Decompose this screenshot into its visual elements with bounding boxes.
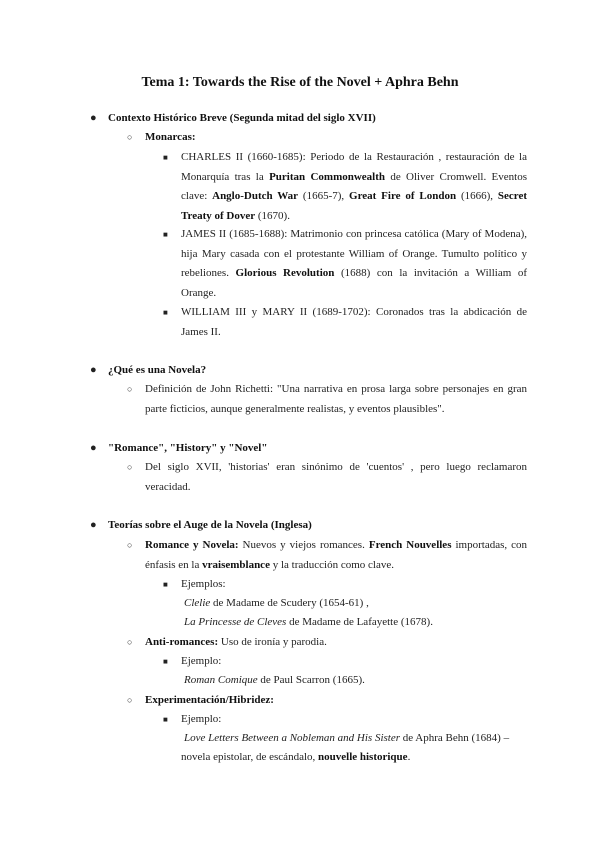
level3-bullet: ■: [163, 308, 168, 317]
experimentacion-item: Experimentación/Hibridez:: [145, 694, 274, 706]
ejemplo-label: Ejemplo:: [181, 655, 222, 667]
example-love-letters: Love Letters Between a Nobleman and His Sister de Aphra Behn (1684) –: [184, 732, 510, 744]
level2-bullet: ○: [127, 132, 133, 142]
definition-richetti: Definición de John Richetti: "Una narrativa en prosa larga sobre personajes en gran parte ficticios, aunque generalmente realistas, y eventos plausibles".: [145, 383, 527, 415]
list-item-charles: CHARLES II (1660-1685): Periodo de la Restauración , restauración de la Monarquía tras la Puritan Commonwealth de Oliver Cromwell. Eventos clave: Anglo-Dutch War (1665-7), Great Fire of London (1666), Secret Treaty of Dover (1670).: [181, 151, 528, 222]
romance-y-novela-item: Romance y Novela: Nuevos y viejos romances. French Nouvelles importadas, con énfasis en la vraisemblance y la traducción como clave.: [145, 539, 527, 571]
level1-bullet: ●: [90, 364, 97, 376]
page-title: Tema 1: Towards the Rise of the Novel + Aphra Behn: [141, 75, 459, 90]
ejemplo-label-2: Ejemplo:: [181, 713, 222, 725]
level2-bullet: ○: [127, 462, 133, 472]
level3-bullet: ■: [163, 657, 168, 666]
level2-bullet: ○: [127, 540, 133, 550]
level3-bullet: ■: [163, 715, 168, 724]
example-princesse-de-cleves: La Princesse de Cleves de Madame de Lafayette (1678).: [184, 616, 433, 628]
subheading-monarcas: Monarcas:: [145, 131, 196, 143]
level3-bullet: ■: [163, 230, 168, 239]
level2-bullet: ○: [127, 384, 133, 394]
level1-bullet: ●: [90, 519, 97, 531]
level1-bullet: ●: [90, 112, 97, 124]
list-item-william: WILLIAM III y MARY II (1689-1702): Coronados tras la abdicación de James II.: [181, 306, 527, 338]
example-clelie: Clelie de Madame de Scudery (1654-61) ,: [184, 597, 369, 609]
ejemplos-label: Ejemplos:: [181, 578, 226, 590]
level2-bullet: ○: [127, 695, 133, 705]
section-heading-romance-history-novel: "Romance", "History" y "Novel": [108, 442, 268, 454]
level1-bullet: ●: [90, 442, 97, 454]
list-item-james: JAMES II (1685-1688): Matrimonio con princesa católica (Mary of Modena), hija Mary casada con el protestante William of Orange. Tumulto político y rebeliones. Glorious Revolution (1688) con la invitación a William of Orange.: [181, 228, 527, 299]
anti-romances-item: Anti-romances: Uso de ironía y parodia.: [145, 636, 327, 648]
example-love-letters-description: novela epistolar, de escándalo, nouvelle historique.: [181, 751, 411, 763]
section-heading-novela: ¿Qué es una Novela?: [108, 364, 207, 376]
level3-bullet: ■: [163, 153, 168, 162]
example-roman-comique: Roman Comique de Paul Scarron (1665).: [184, 674, 365, 686]
section-heading-teorias: Teorías sobre el Auge de la Novela (Inglesa): [108, 519, 312, 531]
historias-text: Del siglo XVII, 'historias' eran sinónimo de 'cuentos' , pero luego reclamaron veracidad.: [145, 461, 527, 493]
section-heading-context: Contexto Histórico Breve (Segunda mitad del siglo XVII): [108, 112, 376, 124]
level3-bullet: ■: [163, 580, 168, 589]
level2-bullet: ○: [127, 637, 133, 647]
